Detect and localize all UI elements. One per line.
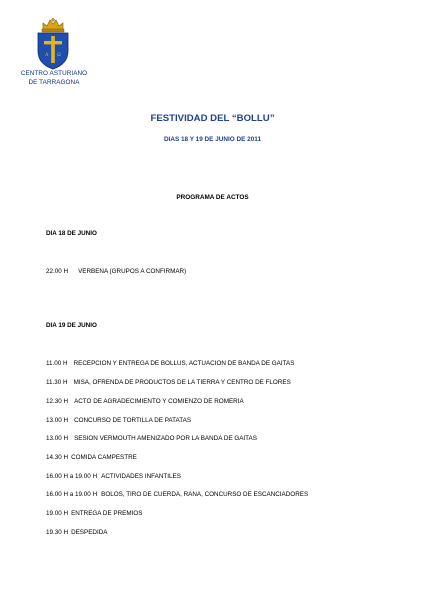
item-text: VERBENA (GRUPOS A CONFIRMAR) (78, 268, 187, 275)
schedule-item (46, 529, 107, 536)
item-time: 14.30 H (46, 454, 69, 461)
item-time: 16.00 H a 19.00 H (46, 473, 98, 480)
svg-text:A: A (45, 53, 49, 58)
org-name-line2: DE TARRAGONA (28, 79, 80, 86)
schedule-item (46, 473, 181, 480)
item-time: 13.00 H (46, 435, 69, 442)
schedule-item (46, 268, 186, 275)
item-text: CONCURSO DE TORTILLA DE PATATAS (74, 417, 192, 424)
org-name-line1: CENTRO ASTURIANO (20, 70, 88, 77)
page-title: FESTIVIDAD DEL “BOLLU” (150, 113, 275, 124)
item-time: 11.00 H (46, 360, 68, 367)
asturias-coat-of-arms-icon (34, 18, 72, 70)
schedule-item (46, 454, 137, 461)
item-time: 19.30 H (46, 529, 69, 536)
item-text: ACTO DE AGRADECIMIENTO Y COMIENZO DE ROMERIA (74, 398, 244, 405)
item-text: MISA, OFRENDA DE PRODUCTOS DE LA TIERRA Y CENTRO DE FLORES (73, 379, 291, 386)
schedule-item (46, 435, 257, 442)
item-time: 11.30 H (46, 379, 68, 386)
svg-text:Ω: Ω (57, 53, 61, 58)
event-dates: DIAS 18 Y 19 DE JUNIO DE 2011 (163, 136, 262, 143)
item-text: RECEPCION Y ENTREGA DE BOLLUS, ACTUACION DE BANDA DE GAITAS (73, 360, 295, 367)
schedule-item (46, 360, 294, 367)
schedule-item (46, 379, 291, 386)
item-time: 19.00 H (46, 510, 69, 517)
item-text: COMIDA CAMPESTRE (71, 454, 137, 461)
item-time: 16.00 H a 19.00 H (46, 491, 98, 498)
item-text: ENTREGA DE PREMIOS (71, 510, 143, 517)
schedule-item (46, 417, 191, 424)
day-heading-19: DIA 19 DE JUNIO (46, 322, 97, 329)
item-text: ACTIVIDADES INFANTILES (101, 473, 181, 480)
item-text: SESION VERMOUTH AMENIZADO POR LA BANDA DE GAITAS (74, 435, 257, 442)
item-text: DESPEDIDA (71, 529, 108, 536)
item-time: 12.30 H (46, 398, 69, 405)
program-heading: PROGRAMA DE ACTOS (176, 194, 249, 201)
item-time: 13.00 H (46, 417, 69, 424)
schedule-item (46, 510, 142, 517)
item-text: BOLOS, TIRO DE CUERDA, RANA, CONCURSO DE ESCANCIADORES (101, 491, 309, 498)
schedule-item (46, 398, 244, 405)
schedule-item (46, 491, 308, 498)
item-time: 22.00 H (46, 268, 69, 275)
day-heading-18: DIA 18 DE JUNIO (46, 230, 97, 237)
